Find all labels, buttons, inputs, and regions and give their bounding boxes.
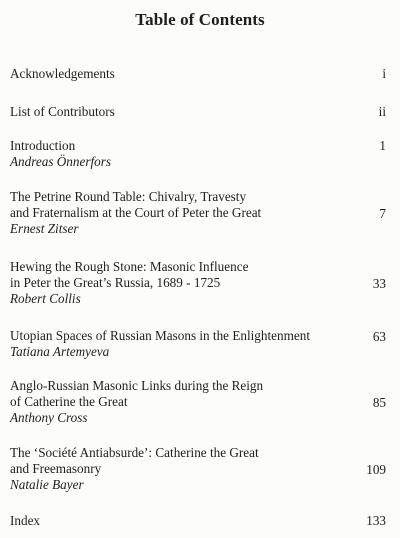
entry-page-number: i xyxy=(382,66,386,81)
entry-title-line: Hewing the Rough Stone: Masonic Influence xyxy=(10,259,249,274)
entry-page-number: 109 xyxy=(366,462,386,477)
entry-title-line: List of Contributors xyxy=(10,104,115,119)
entry-author: Robert Collis xyxy=(10,291,81,306)
entry-page-number: 63 xyxy=(372,329,386,344)
page-title: Table of Contents xyxy=(135,10,265,29)
entry-title-line: Acknowledgements xyxy=(10,66,115,81)
entry-page-number: 1 xyxy=(379,138,386,153)
toc-entry-acknowledgements xyxy=(10,66,390,82)
entry-author: Andreas Önnerfors xyxy=(10,154,111,169)
entry-title-line: of Catherine the Great xyxy=(10,394,128,409)
entry-author: Natalie Bayer xyxy=(10,477,84,492)
entry-author: Tatiana Artemyeva xyxy=(10,344,110,359)
entry-author: Ernest Zitser xyxy=(10,221,79,236)
toc-entry-list-of-contributors xyxy=(10,104,390,120)
toc-entry-petrine-round-table xyxy=(10,189,390,237)
entry-title-line: and Fraternalism at the Court of Peter the Great xyxy=(10,205,262,220)
entry-title-line: and Freemasonry xyxy=(10,461,102,476)
toc-entry-introduction xyxy=(10,138,390,170)
toc-entry-hewing-the-rough-stone xyxy=(10,259,390,307)
entry-title-line: The ‘Société Antiabsurde’: Catherine the Great xyxy=(10,445,259,460)
entry-title-line: Anglo-Russian Masonic Links during the Reign xyxy=(10,378,264,393)
toc-entry-utopian-spaces xyxy=(10,328,390,360)
entry-page-number: 85 xyxy=(372,395,386,410)
toc-entry-anglo-russian-links xyxy=(10,378,390,426)
toc-entry-index xyxy=(10,513,390,529)
entry-page-number: 33 xyxy=(372,276,386,291)
entry-title-line: Utopian Spaces of Russian Masons in the Enlightenment xyxy=(10,328,310,343)
entry-title-line: Index xyxy=(10,513,41,528)
entry-title-line: in Peter the Great’s Russia, 1689 - 1725 xyxy=(10,275,221,290)
toc-entry-societe-antiabsurde xyxy=(10,445,390,493)
entry-title-line: The Petrine Round Table: Chivalry, Travesty xyxy=(10,189,247,204)
entry-page-number: 7 xyxy=(379,206,386,221)
entry-page-number: ii xyxy=(378,104,386,119)
entry-page-number: 133 xyxy=(366,513,386,528)
entry-author: Anthony Cross xyxy=(10,410,88,425)
entry-title-line: Introduction xyxy=(10,138,76,153)
